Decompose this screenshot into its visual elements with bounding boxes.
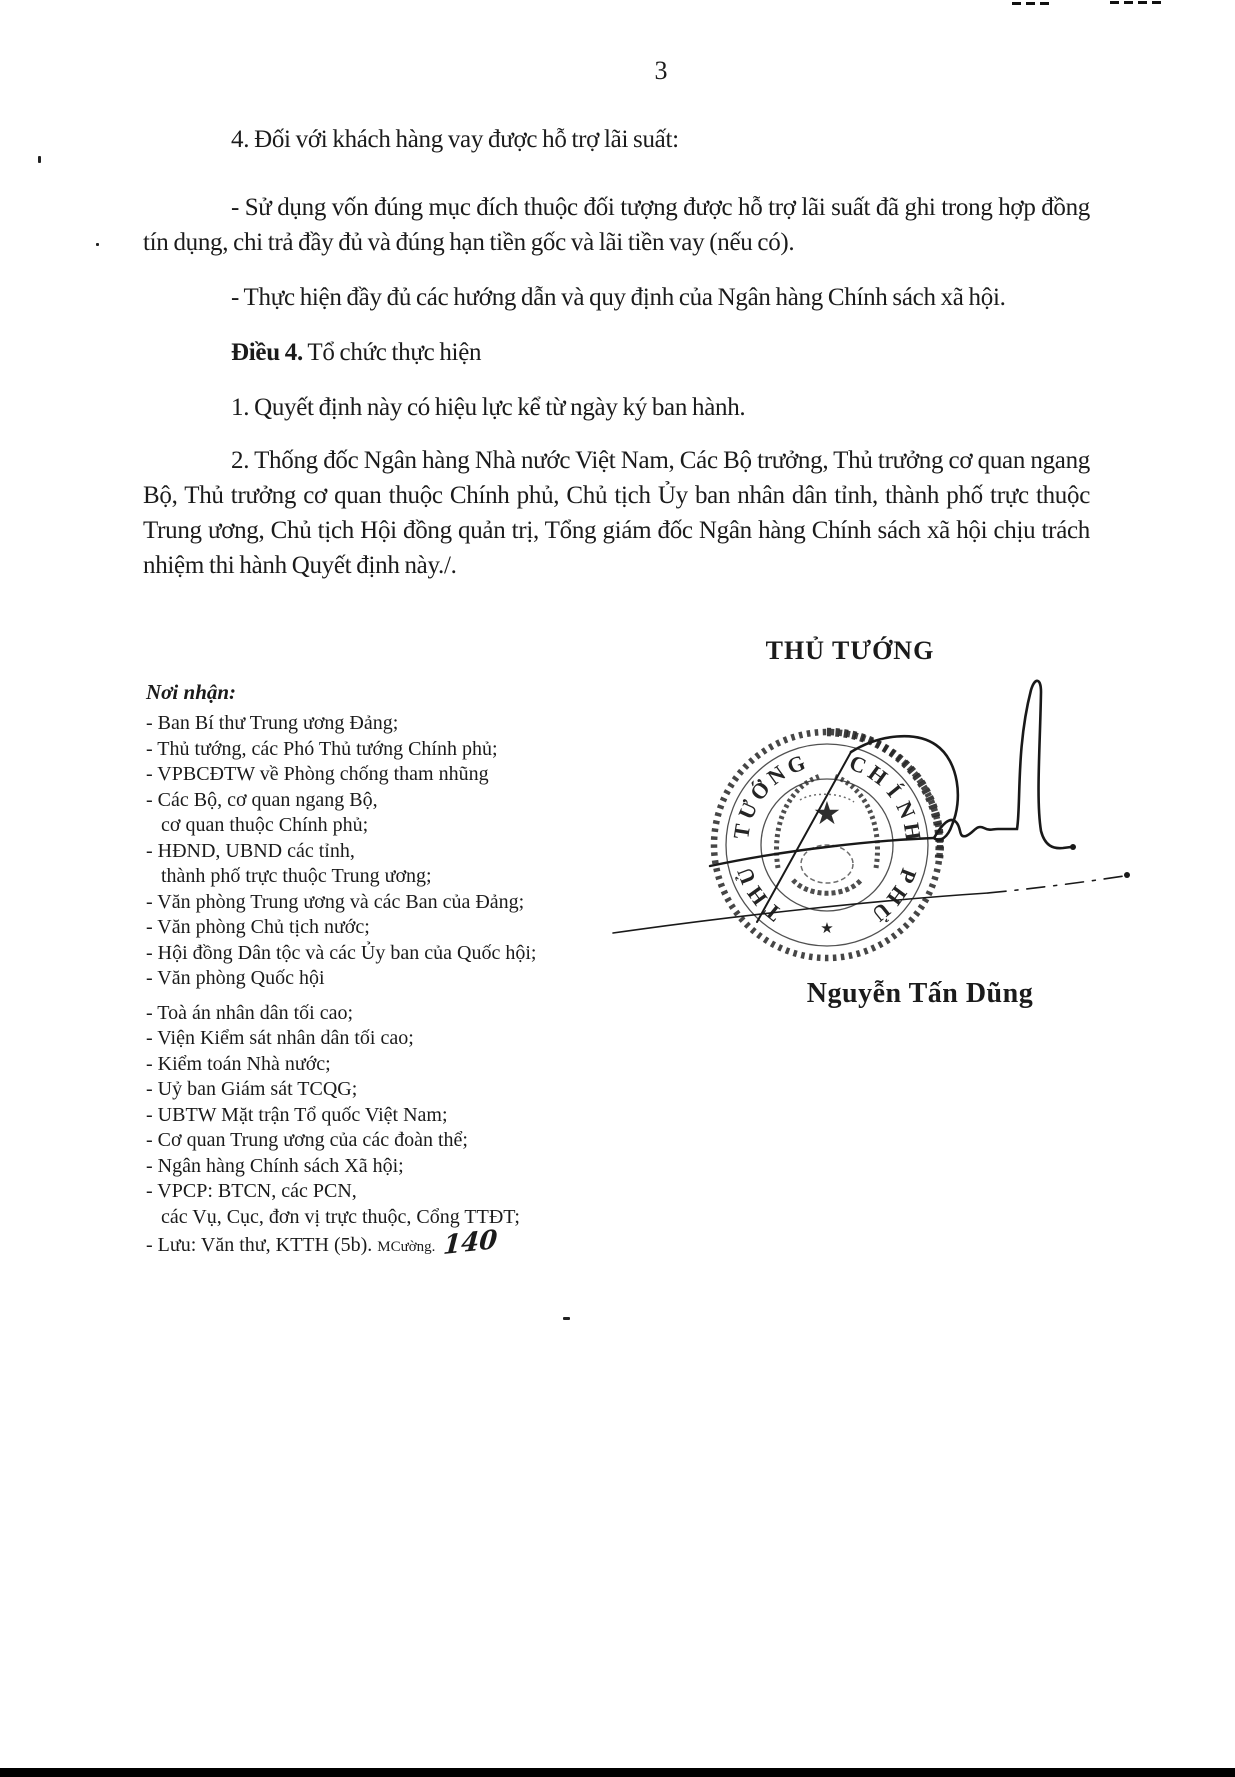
recipient-item: - Uỷ ban Giám sát TCQG; — [146, 1078, 358, 1100]
recipient-item: các Vụ, Cục, đơn vị trực thuộc, Cổng TTĐT; — [161, 1205, 520, 1228]
recipients-block — [146, 680, 646, 1261]
recipient-item: - Các Bộ, cơ quan ngang Bộ, — [146, 788, 378, 811]
document-body — [143, 122, 1090, 603]
paragraph-article-4 — [143, 335, 1090, 370]
scan-artifact-speck — [96, 243, 99, 246]
seal-ring-letter: Ư — [732, 796, 763, 823]
recipient-item: - Toà án nhân dân tối cao; — [146, 1001, 354, 1024]
seal-ring-star-icon: ★ — [820, 919, 834, 937]
recipients-label: Nơi nhận: — [146, 680, 237, 704]
seal-and-signature-graphic — [595, 645, 1235, 975]
seal-ring-letter: N — [762, 760, 790, 790]
seal-ring-letter: Í — [881, 779, 907, 802]
recipient-item: - Kiểm toán Nhà nước; — [146, 1052, 331, 1075]
annotator-initials: MCường. — [377, 1239, 436, 1255]
recipient-item: - VPBCĐTW về Phòng chống tham nhũng — [146, 763, 489, 785]
recipient-item: - Ban Bí thư Trung ương Đảng; — [146, 712, 399, 734]
seal-ring-letter: C — [846, 749, 870, 779]
handwritten-number: 140 — [442, 1224, 499, 1262]
recipient-item: - Cơ quan Trung ương của các đoàn thể; — [146, 1129, 468, 1151]
seal-ring-letter: Ớ — [744, 776, 775, 806]
recipient-item: - Văn phòng Chủ tịch nước; — [146, 916, 370, 938]
recipient-item: - Văn phòng Quốc hội — [146, 967, 325, 989]
paragraph: - Thực hiện đầy đủ các hướng dẫn và quy định của Ngân hàng Chính sách xã hội. — [231, 284, 1006, 311]
paragraph: - Sử dụng vốn đúng mục đích thuộc đối tượng được hỗ trợ lãi suất đã ghi trong hợp đồng tín dụng, chi trả đầy đủ và đúng hạn tiền gốc và lãi tiền vay (nếu có). — [143, 194, 1090, 256]
seal-ring-letter: P — [893, 865, 922, 887]
signature-icon — [613, 681, 1130, 933]
seal-ring-letter: Ủ — [867, 897, 896, 927]
recipient-item: - Thủ tướng, các Phó Thủ tướng Chính phủ; — [146, 737, 498, 760]
signer-name: Nguyễn Tấn Dũng — [806, 978, 1034, 1009]
seal-ring-letter: T — [728, 822, 756, 841]
page-number: 3 — [654, 56, 668, 85]
paragraph: 2. Thống đốc Ngân hàng Nhà nước Việt Nam, Các Bộ trưởng, Thủ trưởng cơ quan ngang Bộ, Thủ trưởng cơ quan thuộc Chính phủ, Chủ tịch Ủy ban nhân dân tỉnh, thành phố trực thuộc Trung ương, Chủ tịch Hội đồng quản trị, Tổng giám đốc Ngân hàng Chính sách xã hội chịu trách nhiệm thi hành Quyết định này./. — [143, 447, 1090, 579]
recipient-item: - Lưu: Văn thư, KTTH (5b). MCường. 140 — [146, 1224, 499, 1262]
scan-artifact-bottom-bar — [0, 1768, 1235, 1777]
recipient-item: - HĐND, UBND các tỉnh, — [146, 839, 355, 862]
signer-title: THỦ TƯỚNG — [765, 636, 935, 665]
seal-ring-letter: T — [758, 897, 787, 927]
article-label: Điều 4. — [231, 339, 303, 366]
recipient-item: thành phố trực thuộc Trung ương; — [161, 865, 432, 887]
seal-ring-letter: H — [741, 881, 773, 911]
scan-artifact-dash — [1110, 1, 1164, 4]
official-seal-icon — [714, 732, 940, 958]
scan-artifact-dash — [1012, 2, 1050, 5]
recipient-item: - Ngân hàng Chính sách Xã hội; — [146, 1154, 404, 1177]
seal-ring-letter: H — [898, 821, 927, 842]
paragraph: 1. Quyết định này có hiệu lực kể từ ngày ký ban hành. — [231, 394, 746, 421]
article-title: Tổ chức thực hiện — [302, 339, 482, 366]
recipient-item: - VPCP: BTCN, các PCN, — [146, 1180, 357, 1202]
scan-artifact-speck — [563, 1317, 570, 1320]
recipient-item: cơ quan thuộc Chính phủ; — [161, 814, 369, 836]
paragraph: 4. Đối với khách hàng vay được hỗ trợ lãi suất: — [231, 126, 679, 153]
seal-ring-letter: G — [783, 749, 809, 779]
seal-ring-letter: H — [863, 759, 893, 791]
recipient-item: - Văn phòng Trung ương và các Ban của Đảng; — [146, 890, 525, 913]
emblem-star-icon: ★ — [812, 794, 842, 832]
seal-ring-letter: Ủ — [731, 864, 761, 888]
scan-artifact-speck — [38, 156, 41, 163]
recipient-item: - Viện Kiểm sát nhân dân tối cao; — [146, 1027, 414, 1049]
seal-ring-letter: H — [881, 881, 913, 911]
recipient-item: - Hội đồng Dân tộc và các Ủy ban của Quốc hội; — [146, 941, 537, 964]
seal-ring-letter: N — [891, 797, 921, 823]
recipient-item: - UBTW Mặt trận Tổ quốc Việt Nam; — [146, 1103, 448, 1126]
recipients-list — [146, 711, 646, 1261]
